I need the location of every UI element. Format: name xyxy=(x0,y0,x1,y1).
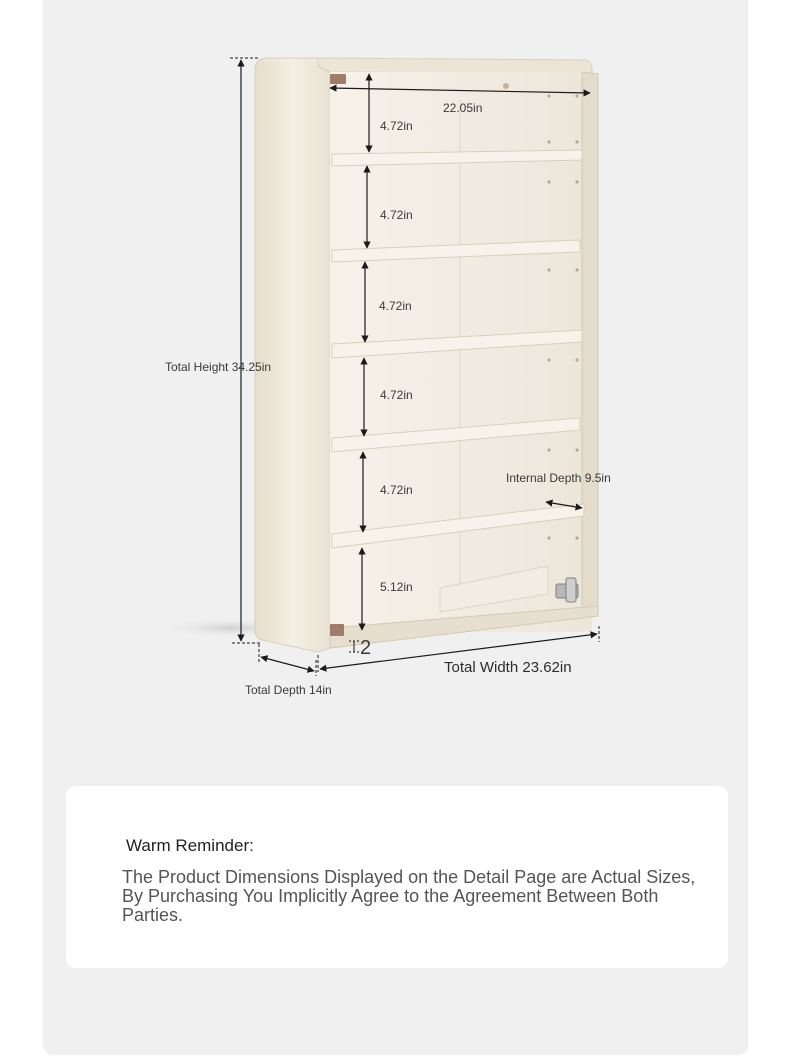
top-screw xyxy=(503,83,509,89)
warm-reminder-body: The Product Dimensions Displayed on the Detail Page are Actual Sizes, By Purchasing You Implicitly Agree to the Agreement Between Both Parties. xyxy=(122,867,696,925)
warm-reminder-card xyxy=(66,786,728,968)
top-hinge xyxy=(330,74,346,84)
internal-depth-label: Internal Depth 9.5in xyxy=(506,471,611,485)
shelf-gap-label-4: 4.72in xyxy=(380,388,413,402)
inner-width-label: 22.05in xyxy=(443,101,483,115)
shelf-gap-label-5: 4.72in xyxy=(380,483,413,497)
cabinet-left-side xyxy=(255,58,330,652)
shelf-gap-label-2: 4.72in xyxy=(380,208,413,222)
total-depth-label: Total Depth 14in xyxy=(245,683,332,697)
bottom-gap-label: 5.12in xyxy=(380,580,413,594)
cabinet-right-side xyxy=(582,72,598,618)
total-width-label: Total Width 23.62in xyxy=(444,659,572,676)
shelf-gap-label-1: 4.72in xyxy=(380,119,413,133)
cabinet-top xyxy=(318,58,592,74)
cabinet xyxy=(255,58,598,652)
bottom-hinge xyxy=(330,624,344,636)
base-height-label: 2 xyxy=(360,637,372,659)
warm-reminder-title: Warm Reminder: xyxy=(126,836,254,855)
shelf-gap-label-3: 4.72in xyxy=(379,299,412,313)
total-height-label: Total Height 34.25in xyxy=(165,360,272,374)
